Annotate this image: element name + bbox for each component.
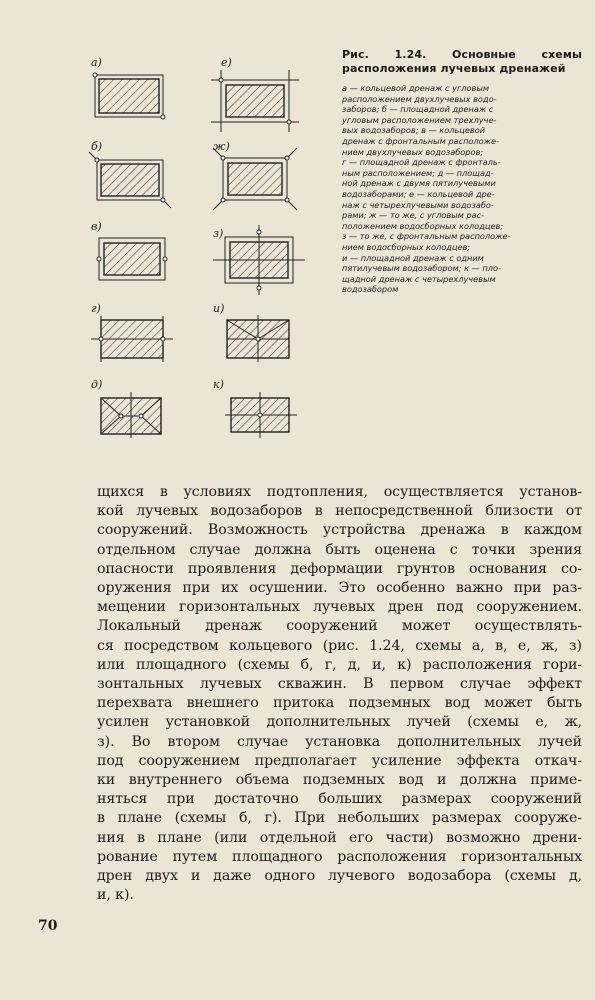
text-line: з). Во втором случае установка дополнительных лучей	[97, 733, 582, 750]
caption-line: рами; ж — то же, с угловым рас-	[342, 210, 485, 221]
caption-line: вых водозаборов; в — кольцевой	[342, 125, 486, 136]
text-line: опасности проявления деформации грунтов основания со-	[97, 560, 582, 577]
text-line: ния в плане (или отдельной его части) возможно дрени-	[97, 829, 582, 846]
caption-line: щадной дренаж с четырехлучевым	[342, 273, 496, 284]
caption-line: дренаж с фронтальным расположе-	[342, 135, 500, 146]
caption-line: положением водосборных колодцев;	[342, 220, 504, 231]
text-line: и, к).	[97, 887, 134, 904]
paragraph-2	[97, 617, 582, 905]
label-g: г)	[91, 302, 101, 315]
text-line: под сооружением предполагает усиление эффекта откач-	[97, 752, 582, 769]
figure-caption	[342, 48, 582, 295]
page-number: 70	[38, 918, 58, 934]
text-line: няться при достаточно больших размерах сооружений	[97, 791, 582, 808]
scheme-e	[211, 56, 299, 132]
caption-line: ной дренаж с двумя пятилучевыми	[342, 178, 496, 189]
text-line: щихся в условиях подтопления, осуществляется установ-	[97, 484, 582, 500]
caption-line: г — площадной дренаж с фронталь-	[342, 157, 501, 168]
label-e: е)	[221, 56, 232, 69]
text-line: оружения при их осушении. Это особенно важно при раз-	[97, 580, 582, 597]
scheme-a	[91, 56, 165, 119]
figure-1-24	[85, 40, 340, 450]
label-z: з)	[213, 227, 224, 240]
caption-line: заборов; б — площадной дренаж с	[342, 104, 494, 115]
caption-line: нием двухлучевых водозаборов;	[342, 146, 484, 157]
scheme-z	[213, 225, 305, 295]
label-a: а)	[91, 56, 102, 69]
scheme-i	[213, 302, 289, 362]
caption-line: ным расположением; д — площад-	[342, 167, 494, 178]
scheme-k	[213, 378, 297, 438]
scheme-g	[91, 302, 173, 362]
text-line: мещении горизонтальных лучевых дрен под сооружением.	[97, 599, 582, 616]
label-d: д)	[91, 378, 103, 391]
drainage-schemes-diagram	[85, 40, 340, 450]
caption-line: водозаборами; е — кольцевой дре-	[342, 188, 495, 199]
text-line: рование путем площадного расположения горизонтальных	[97, 848, 582, 865]
text-line: или площадного (схемы б, г, д, и, к) расположения гори-	[97, 656, 582, 673]
caption-line: з — то же, с фронтальным расположе-	[342, 231, 511, 242]
text-line: ки внутреннего объема подземных вод и должна приме-	[97, 772, 582, 789]
caption-line: пятилучевым водозабором; к — пло-	[342, 263, 501, 274]
text-line: отдельном случае должна быть оценена с точки зрения	[97, 541, 582, 558]
text-line: ся посредством кольцевого (рис. 1.24, схемы а, в, е, ж, з)	[97, 637, 582, 654]
text-line: Локальный дренаж сооружений может осуществлять-	[97, 618, 582, 635]
scheme-zh	[213, 140, 297, 210]
label-v: в)	[91, 220, 102, 233]
text-line: кой лучевых водозаборов в непосредственной близости от	[97, 503, 582, 520]
caption-line: угловым расположением трехлуче-	[342, 114, 497, 125]
text-line: зонтальных лучевых скважин. В первом случае эффект	[97, 676, 582, 693]
scheme-v	[91, 220, 167, 280]
scheme-b	[89, 140, 171, 208]
label-i: и)	[213, 302, 225, 315]
text-line: в плане (схемы б, г). При небольших размерах сооруже-	[97, 810, 582, 827]
paragraph-1	[97, 483, 582, 617]
text-line: дрен двух и даже одного лучевого водозабора (схемы д,	[97, 868, 582, 885]
caption-line: наж с четырехлучевыми водозабо-	[342, 199, 494, 210]
caption-line: и — площадной дренаж с одним	[342, 252, 484, 263]
caption-line: а — кольцевой дренаж с угловым	[342, 83, 489, 93]
caption-title: Рис. 1.24. Основные схемы расположения лучевых дренажей	[342, 48, 582, 75]
main-text	[97, 483, 582, 905]
label-b: б)	[91, 140, 103, 153]
caption-line: нием водосборных колодцев;	[342, 241, 471, 252]
caption-body	[342, 83, 582, 295]
caption-line: расположением двухлучевых водо-	[342, 93, 497, 104]
caption-line: водозабором	[342, 284, 399, 295]
scheme-d	[91, 378, 161, 438]
text-line: усилен установкой дополнительных лучей (схемы е, ж,	[97, 714, 582, 731]
text-line: перехвата внешнего притока подземных вод может быть	[97, 695, 582, 712]
label-k: к)	[213, 378, 224, 391]
text-line: сооружений. Возможность устройства дренажа в каждом	[97, 522, 582, 539]
label-zh: ж)	[213, 140, 230, 153]
